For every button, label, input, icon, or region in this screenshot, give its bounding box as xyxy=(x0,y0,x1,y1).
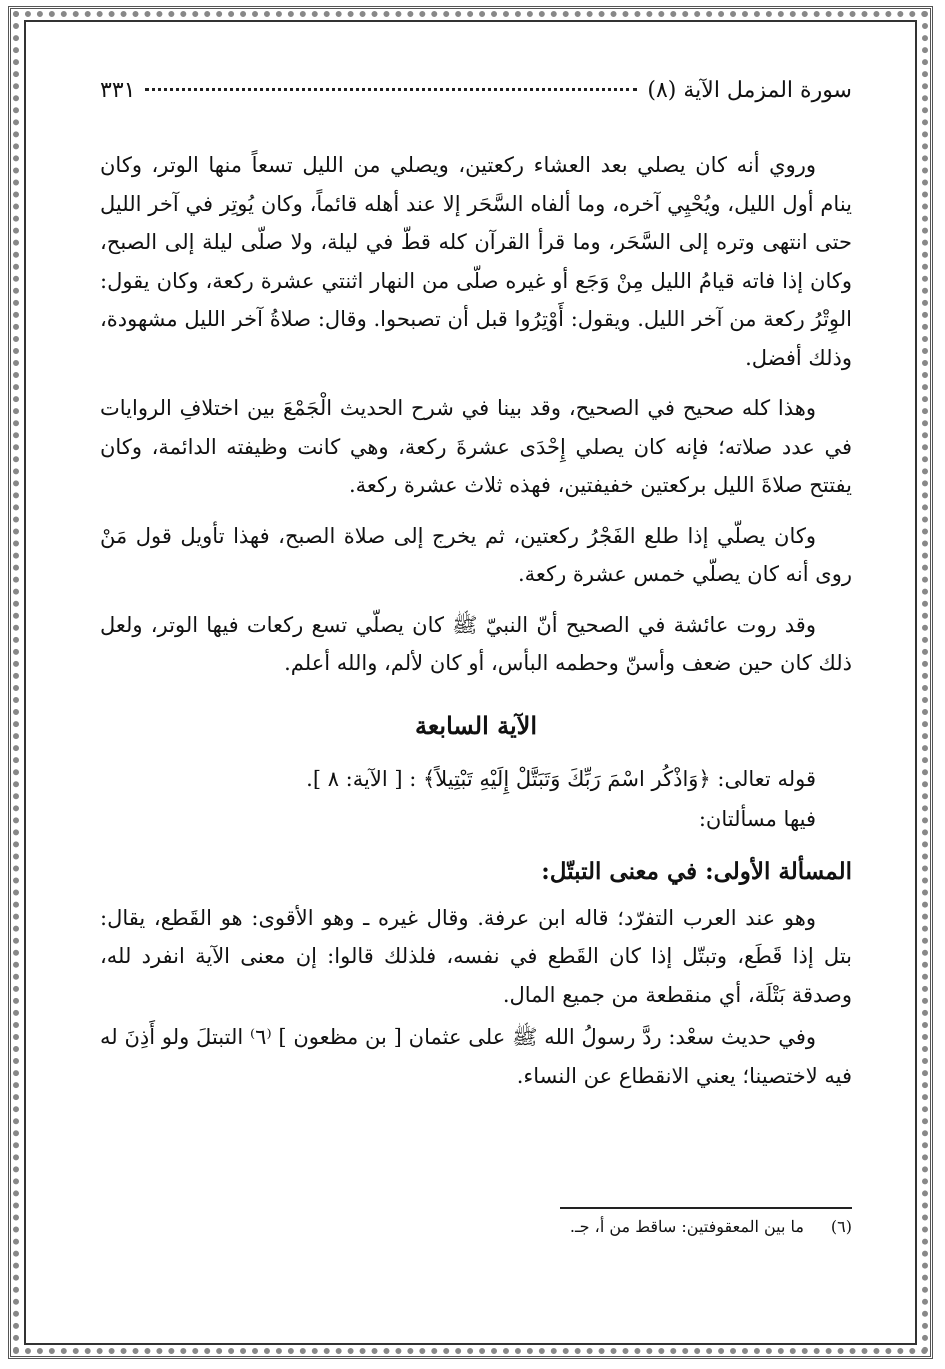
paragraph-3: وكان يصلّي إذا طلع الفَجْرُ ركعتين، ثم يخرج إلى صلاة الصبح، فهذا تأويل قول مَنْ روى أنه كان يصلّي خمس عشرة ركعة. xyxy=(100,523,852,586)
section-title: الآية السابعة xyxy=(414,710,538,740)
quran-verse: ﴿وَاذْكُر اسْمَ رَبِّكَ وَتَبَتَّلْ إِلَيْهِ تَبْتِيلاً﴾ xyxy=(422,766,711,791)
page-number: ٣٣١ xyxy=(100,78,136,103)
paragraph-1: وروي أنه كان يصلي بعد العشاء ركعتين، ويصلي من الليل تسعاً منها الوتر، وكان ينام أول الليل، ويُحْيِي آخره، وما ألفاه السَّحَر إلا عند أهله قائماً، وكان يُوتِر في آخر الليل حتى انتهى وتره إلى السَّحَر، وما قرأ القرآن كله قطّ في ليلة، ولا صلّى ليلة إلى الصبح، وكان إذا فاته قيامُ الليل مِنْ وَجَع أو غيره صلّى من النهار اثنتي عشرة ركعة، وكان يقول: الوِتْرُ ركعة من آخر الليل. ويقول: أَوْتِرُوا قبل أن تصبحوا. وقال: صلاةُ آخر الليل مشهودة، وذلك أفضل. xyxy=(100,153,852,370)
paragraph-4: وقد روت عائشة في الصحيح أنّ النبيّ ﷺ كان يصلّي تسع ركعات فيها الوتر، ولعل ذلك كان حين ضعف وأسنّ وحطمه البأس، أو كان لألم، والله أعلم. xyxy=(100,612,852,675)
verse-intro: قوله تعالى: xyxy=(717,766,816,791)
issue-heading: المسألة الأولى: في معنى التبتّل: xyxy=(541,857,852,885)
verse-reference: : [ الآية: ٨ ]. xyxy=(306,766,417,791)
footnote xyxy=(100,1212,852,1242)
running-title: سورة المزمل الآية (٨) xyxy=(647,78,852,103)
footnote-text: ما بين المعقوفتين: ساقط من أ، جـ. xyxy=(569,1217,804,1236)
footnote-area xyxy=(100,0,852,1369)
footnote-number: (٦) xyxy=(830,1217,852,1236)
paragraph-2: وهذا كله صحيح في الصحيح، وقد بينا في شرح الحديث الْجَمْعَ بين اختلافِ الروايات في عدد صلاته؛ فإنه كان يصلي إِحْدَى عشرةَ ركعة، وهي كانت وظيفته الدائمة، وكان يفتتح صلاةَ الليل بركعتين خفيفتين، فهذه ثلاث عشرة ركعة. xyxy=(100,396,852,497)
issue-paragraph-2: وفي حديث سعْد: ردَّ رسولُ الله ﷺ على عثمان [ بن مظعون ] ⁽٦⁾ التبتلَ ولو أَذِنَ له فيه لاختصينا؛ يعني الانقطاع عن النساء. xyxy=(100,1025,852,1088)
footnote-rule xyxy=(560,1207,852,1209)
issue-paragraph-1: وهو عند العرب التفرّد؛ قاله ابن عرفة. وقال غيره ـ وهو الأقوى: هو القَطع، يقال: بتل إذا قَطَع، وتبتّل إذا كان القَطع في نفسه، فلذلك قالوا: إن معنى الآية انفرد لله، وصدقة بَتْلَة، أي منقطعة من جميع المال. xyxy=(100,905,852,1007)
questions-intro: فيها مسألتان: xyxy=(698,806,816,831)
